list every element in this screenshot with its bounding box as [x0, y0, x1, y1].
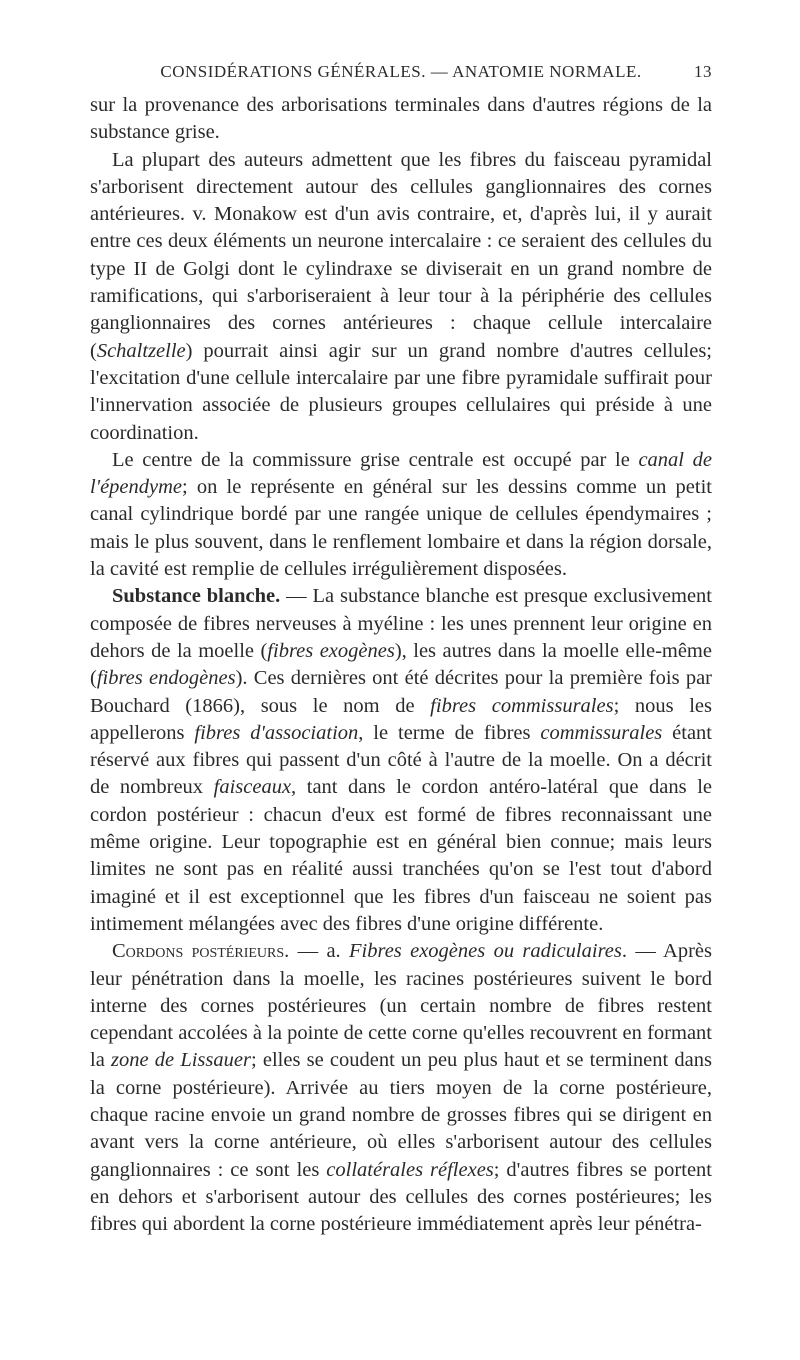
paragraph-text: étant réservé aux fibres qui passent d'un côté à l'autre de la moelle. On a décrit de nombreux — [90, 721, 713, 799]
italic-term: faisceaux — [213, 776, 292, 799]
paragraph-5 — [90, 938, 712, 1238]
paragraph-text: — La substance blanche est presque exclusivement composée de fibres nerveuses à myéline : les unes prennent leur origine en dehors de la moelle ( — [90, 585, 712, 662]
running-header — [90, 62, 712, 82]
paragraph-text: ) pourrait ainsi agir sur un grand nombre d'autres cellules; l'excitation d'une cellule intercalaire par une fibre pyramidale suffirait pour l'innervation associée de plusieurs groupes cellulaires qui préside à une coordination. — [90, 339, 712, 444]
paragraph-text: ; elles se coudent un peu plus haut et se terminent dans la corne postérieure). Arrivée au tiers moyen de la corne postérieure, chaque racine envoie un grand nombre de grosses fibres qui se dirigent en avant vers la corne antérieure, où elles s'arborisent autour des cellules ganglionnaires : ce sont les — [90, 1049, 712, 1181]
paragraph-text: ). Ces dernières ont été décrites pour la première fois par Bouchard (1866), sous le nom de — [90, 667, 712, 717]
italic-term: commissurales — [540, 721, 663, 744]
paragraph-text: La plupart des auteurs admettent que les fibres du faisceau pyramidal s'arborisent directement autour des cellules ganglionnaires des cornes antérieures. v. Monakow est d'un avis contraire, et, d'après lui, il y aurait entre ces deux éléments un neurone intercalaire : ce seraient des cellules du type II de Golgi dont le cylindraxe se diviserait en un grand nombre de ramifications, qui s'arboriseraient à leur tour à la périphérie des cellules ganglionnaires des cornes antérieures : chaque cellule intercalaire ( — [90, 148, 712, 362]
paragraph-text: ; on le représente en général sur les dessins comme un petit canal cylindrique bordé par une rangée unique de cellules épendymaires ; mais le plus souvent, dans le renflement lombaire et dans la région dorsale, la cavité est remplie de cellules irrégulièrement disposées. — [90, 476, 712, 581]
paragraph-text: , le terme de fibres — [358, 721, 541, 744]
italic-term: zone de Lissauer — [111, 1049, 251, 1072]
page-body — [90, 92, 712, 1238]
italic-term: Schaltzelle — [96, 339, 186, 362]
italic-term: collatérales réflexes — [326, 1158, 494, 1181]
page-number: 13 — [694, 62, 712, 81]
paragraph-text: — a. — [289, 940, 350, 963]
italic-term: fibres exogènes — [267, 639, 395, 662]
paragraph-text: Le centre de la commissure grise centrale est occupé par le — [112, 448, 639, 471]
paragraph-text: ), les autres dans la moelle elle-même ( — [90, 639, 712, 690]
italic-term: canal de l'épendyme — [90, 448, 712, 499]
paragraph-text: . — Après leur pénétration dans la moelle, les racines postérieures suivent le bord interne des cornes postérieures (un certain nombre de fibres restent cependant accolées à la pointe de cette corne qu'elles recouvrent en formant la — [90, 940, 713, 1072]
italic-term: fibres commissurales — [430, 694, 614, 717]
paragraph-text: sur la provenance des arborisations terminales dans d'autres régions de la substance grise. — [90, 94, 712, 144]
paragraph-2 — [90, 147, 712, 447]
italic-term: fibres d'association — [194, 721, 359, 744]
section-heading: Substance blanche. — [112, 585, 281, 608]
paragraph-text: , tant dans le cordon antéro-latéral que dans le cordon postérieur : chacun d'eux est formé de fibres reconnaissant une même origine. Leur topographie est en général bien connue; mais leurs limites ne sont pas en réalité aussi tranchées qu'on se l'est tout d'abord imaginé et il est exceptionnel que les fibres d'un faisceau ne soient pas intimement mélangées avec des fibres d'une origine différente. — [90, 776, 712, 935]
italic-term: fibres endogènes — [96, 667, 236, 690]
italic-term: Fibres exogènes ou radiculaires — [349, 940, 622, 963]
paragraph-text: ; nous les appellerons — [90, 694, 712, 744]
paragraph-1 — [90, 92, 712, 147]
header-title: CONSIDÉRATIONS GÉNÉRALES. — ANATOMIE NORMALE. — [160, 62, 642, 81]
paragraph-4 — [90, 583, 712, 938]
paragraph-text: ; d'autres fibres se portent en dehors et s'arborisent autour des cellules des cornes postérieures; les fibres qui abordent la corne postérieure immédiatement après leur pénétra- — [90, 1158, 712, 1236]
paragraph-3 — [90, 447, 712, 583]
section-heading: Cordons postérieurs. — [112, 940, 290, 963]
